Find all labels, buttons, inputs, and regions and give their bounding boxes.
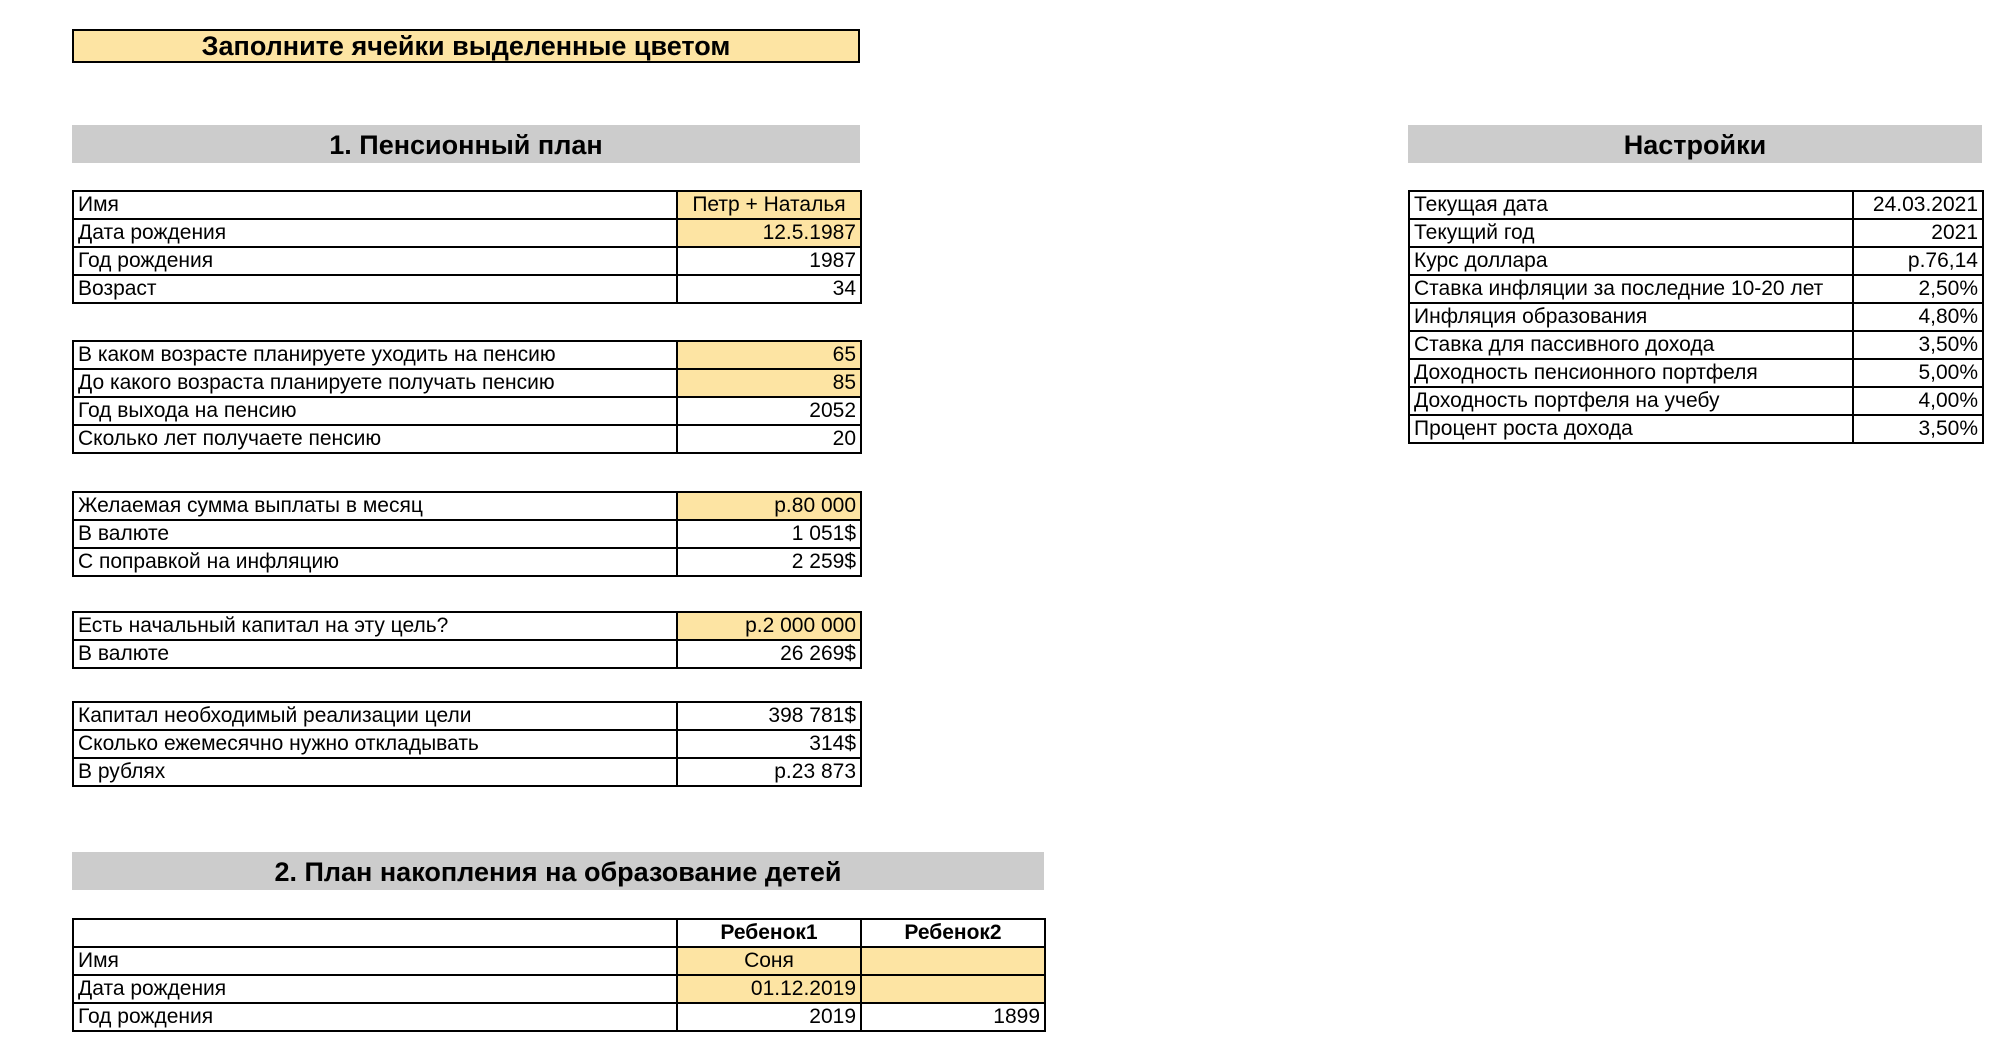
pension-row-label: Дата рождения: [73, 219, 677, 247]
pension-row-label: Сколько лет получаете пенсию: [73, 425, 677, 453]
settings-value-cell[interactable]: 2021: [1853, 219, 1983, 247]
pension-row-label: Сколько ежемесячно нужно откладывать: [73, 730, 677, 758]
child-column-header: Ребенок1: [677, 919, 861, 947]
education-input-cell[interactable]: 01.12.2019: [677, 975, 861, 1003]
education-plan-title: 2. План накопления на образование детей: [72, 852, 1044, 890]
pension-row-label: В валюте: [73, 640, 677, 668]
pension-row-label: В валюте: [73, 520, 677, 548]
pension-row-label: Год выхода на пенсию: [73, 397, 677, 425]
pension-value-cell: р.23 873: [677, 758, 861, 786]
pension-group-table: [72, 340, 862, 454]
pension-input-cell[interactable]: 85: [677, 369, 861, 397]
pension-row: [73, 702, 861, 730]
pension-value-cell: 314$: [677, 730, 861, 758]
pension-value-cell: 34: [677, 275, 861, 303]
education-row-label: Год рождения: [73, 1003, 677, 1031]
settings-value-cell[interactable]: 2,50%: [1853, 275, 1983, 303]
settings-row: [1409, 359, 1983, 387]
settings-value-cell[interactable]: 3,50%: [1853, 415, 1983, 443]
education-input-cell[interactable]: [861, 947, 1045, 975]
pension-row-label: Год рождения: [73, 247, 677, 275]
settings-row: [1409, 303, 1983, 331]
pension-row: [73, 612, 861, 640]
pension-value-cell: 1987: [677, 247, 861, 275]
settings-row-label: Процент роста дохода: [1409, 415, 1853, 443]
pension-row: [73, 247, 861, 275]
pension-row: [73, 730, 861, 758]
settings-value-cell[interactable]: 3,50%: [1853, 331, 1983, 359]
pension-value-cell: 26 269$: [677, 640, 861, 668]
child-column-header: Ребенок2: [861, 919, 1045, 947]
pension-row: [73, 640, 861, 668]
pension-row-label: Имя: [73, 191, 677, 219]
pension-row-label: Есть начальный капитал на эту цель?: [73, 612, 677, 640]
pension-group-table: [72, 611, 862, 669]
pension-input-cell[interactable]: 65: [677, 341, 861, 369]
settings-value-cell[interactable]: р.76,14: [1853, 247, 1983, 275]
settings-value-cell[interactable]: 4,00%: [1853, 387, 1983, 415]
settings-value-cell[interactable]: 24.03.2021: [1853, 191, 1983, 219]
pension-row: [73, 397, 861, 425]
settings-row-label: Доходность портфеля на учебу: [1409, 387, 1853, 415]
education-table: [72, 918, 1046, 1032]
pension-input-cell[interactable]: р.80 000: [677, 492, 861, 520]
pension-input-cell[interactable]: р.2 000 000: [677, 612, 861, 640]
pension-row: [73, 758, 861, 786]
pension-value-cell: 20: [677, 425, 861, 453]
settings-row-label: Ставка инфляции за последние 10-20 лет: [1409, 275, 1853, 303]
pension-row: [73, 520, 861, 548]
education-header-row: [73, 919, 1045, 947]
settings-row-label: Курс доллара: [1409, 247, 1853, 275]
pension-plan-title: 1. Пенсионный план: [72, 125, 860, 163]
settings-row: [1409, 387, 1983, 415]
pension-group-table: [72, 701, 862, 787]
settings-row: [1409, 275, 1983, 303]
pension-row-label: Возраст: [73, 275, 677, 303]
pension-group-table: [72, 190, 862, 304]
settings-row-label: Доходность пенсионного портфеля: [1409, 359, 1853, 387]
settings-row-label: Текущий год: [1409, 219, 1853, 247]
education-header-blank: [73, 919, 677, 947]
settings-row: [1409, 191, 1983, 219]
pension-row-label: В каком возрасте планируете уходить на пенсию: [73, 341, 677, 369]
pension-row-label: До какого возраста планируете получать пенсию: [73, 369, 677, 397]
education-value-cell: 1899: [861, 1003, 1045, 1031]
settings-row: [1409, 247, 1983, 275]
pension-row-label: В рублях: [73, 758, 677, 786]
settings-row-label: Ставка для пассивного дохода: [1409, 331, 1853, 359]
education-value-cell: 2019: [677, 1003, 861, 1031]
pension-group-table: [72, 491, 862, 577]
pension-value-cell: 398 781$: [677, 702, 861, 730]
pension-row: [73, 492, 861, 520]
pension-row: [73, 341, 861, 369]
settings-row: [1409, 331, 1983, 359]
pension-row-label: Желаемая сумма выплаты в месяц: [73, 492, 677, 520]
education-row: [73, 975, 1045, 1003]
pension-row: [73, 425, 861, 453]
education-input-cell[interactable]: [861, 975, 1045, 1003]
pension-value-cell: 1 051$: [677, 520, 861, 548]
pension-row-label: С поправкой на инфляцию: [73, 548, 677, 576]
pension-value-cell: 2052: [677, 397, 861, 425]
settings-row: [1409, 219, 1983, 247]
education-row: [73, 1003, 1045, 1031]
education-row-label: Имя: [73, 947, 677, 975]
pension-row: [73, 548, 861, 576]
settings-value-cell[interactable]: 4,80%: [1853, 303, 1983, 331]
pension-row: [73, 369, 861, 397]
settings-value-cell[interactable]: 5,00%: [1853, 359, 1983, 387]
instruction-banner: Заполните ячейки выделенные цветом: [72, 29, 860, 63]
pension-row: [73, 219, 861, 247]
settings-title: Настройки: [1408, 125, 1982, 163]
settings-row-label: Текущая дата: [1409, 191, 1853, 219]
pension-input-cell[interactable]: Петр + Наталья: [677, 191, 861, 219]
settings-row: [1409, 415, 1983, 443]
pension-row-label: Капитал необходимый реализации цели: [73, 702, 677, 730]
pension-value-cell: 2 259$: [677, 548, 861, 576]
education-input-cell[interactable]: Соня: [677, 947, 861, 975]
settings-row-label: Инфляция образования: [1409, 303, 1853, 331]
pension-row: [73, 275, 861, 303]
pension-input-cell[interactable]: 12.5.1987: [677, 219, 861, 247]
pension-row: [73, 191, 861, 219]
education-row: [73, 947, 1045, 975]
education-row-label: Дата рождения: [73, 975, 677, 1003]
settings-table: [1408, 190, 1984, 444]
